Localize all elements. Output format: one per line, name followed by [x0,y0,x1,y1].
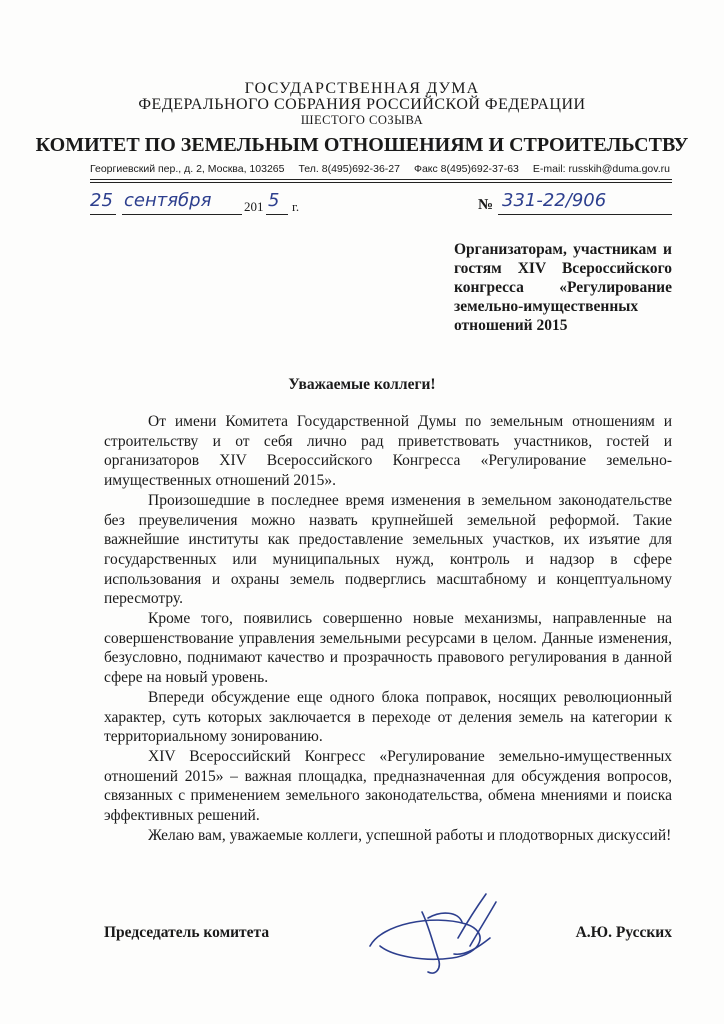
org-line-1: ГОСУДАРСТВЕННАЯ ДУМА [244,80,480,97]
email: E-mail: russkih@duma.gov.ru [532,163,670,175]
committee-title: КОМИТЕТ ПО ЗЕМЕЛЬНЫМ ОТНОШЕНИЯМ И СТРОИТЕЛЬСТВУ [35,134,689,156]
date-day-underline [90,214,116,215]
signer-name: А.Ю. Русских [575,924,672,941]
paragraph: Желаю вам, уважаемые коллеги, успешной работы и плодотворных дискуссий! [148,826,672,844]
fax: Факс 8(495)692-37-63 [413,163,519,175]
signer-position: Председатель комитета [104,924,270,941]
date-year-underline [266,214,288,215]
date-day: 25 [90,190,113,211]
date-month-underline [122,214,242,215]
paragraph: Произошедшие в последнее время изменения в земельном законодательстве без преувеличения можно назвать крупнейшей земельной реформой. Такие важнейшие институты как предоставление земельных участков, их изъятие для государственных или муниципальных нужд, контроль и надзор в сфере использования и охраны земель подверглись масштабному и концептуальному пересмотру. [104,491,672,608]
address: Георгиевский пер., д. 2, Москва, 103265 [90,163,285,175]
date-month: сентября [124,190,212,211]
date-year-digit: 5 [268,190,280,211]
header-rule-thick [90,179,672,180]
date-year-suffix: г. [292,199,300,214]
paragraph: XIV Всероссийский Конгресс «Регулирование земельно-имущественных отношений 2015» – важная площадка, предназначенная для обсуждения вопросов, связанных с применением земельного законодательства, обмена мнениями и поиска эффективных решений. [104,747,672,825]
header-rule-thin [90,182,672,183]
paragraph: От имени Комитета Государственной Думы по земельным отношениям и строительству и от себя лично рад приветствовать участников, гостей и организаторов XIV Всероссийского Конгресса «Регулирование земельно-имущественных отношений 2015». [104,413,672,490]
greeting: Уважаемые коллеги! [288,376,436,393]
contact-line [90,163,670,175]
phone: Тел. 8(495)692-36-27 [298,163,400,175]
paragraph: Впереди обсуждение еще одного блока поправок, носящих революционный характер, суть которых заключается в переходе от деления земель на категории к территориальному зонированию. [104,688,672,746]
number-underline [498,214,672,215]
number-sign: № [478,197,494,213]
handwritten-signature-icon [362,884,512,980]
recipient-block: Организаторам, участникам и гостям XIV Всероссийского конгресса «Регулирование земельно-имущественных отношений 2015 [454,241,672,334]
convocation: ШЕСТОГО СОЗЫВА [300,113,424,127]
letter-body [104,412,672,845]
date-year-prefix: 201 [244,199,264,214]
paragraph: Кроме того, появились совершенно новые механизмы, направленные на совершенствование управления земельными ресурсами в целом. Данные изменения, безусловно, поднимают качество и прозрачность правового регулирования в данной сфере на новый уровень. [104,610,672,687]
org-line-2: ФЕДЕРАЛЬНОГО СОБРАНИЯ РОССИЙСКОЙ ФЕДЕРАЦИИ [138,96,586,113]
number-value: 331-22/906 [502,190,607,211]
